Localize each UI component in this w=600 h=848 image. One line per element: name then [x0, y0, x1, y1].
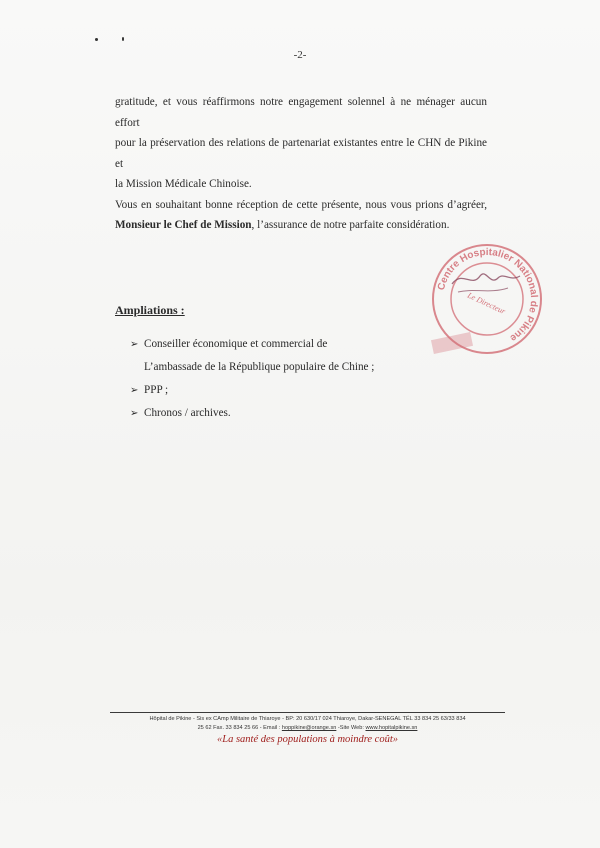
list-item-text: PPP ; [144, 384, 169, 396]
scan-speck [95, 38, 98, 41]
signature-icon [452, 274, 520, 284]
stamp-seal-icon [428, 240, 546, 358]
page-number: -2- [293, 49, 307, 61]
list-item [130, 379, 430, 402]
letter-line: pour la préservation des relations de partenariat existantes entre le CHN de Pikine et [115, 137, 487, 170]
stamp-center-text: Le Directeur [465, 290, 507, 317]
footer-contact: 25 62 Fax. 33 834 25 66 - Email : hoppikine@orange.sn -Site Web: www.hopitalpikine.sn [197, 725, 418, 731]
list-item [130, 402, 430, 425]
letter-line: Vous en souhaitant bonne réception de cette présente, nous vous prions d’agréer, [115, 198, 487, 211]
footer-address: Hôpital de Pikine - Sis ex CAmp Militaire de Thiaroye - BP: 20 630/17 024 Thiaroye, Dakar-SENEGAL TÉL 33 834 25 63/33 834 [149, 716, 466, 722]
footer-slogan: «La santé des populations à moindre coût» [216, 734, 399, 745]
scan-speck [122, 37, 124, 41]
arrow-bullet-icon: ➢ [130, 385, 139, 396]
letter-line: gratitude, et vous réaffirmons notre engagement solennel à ne ménager aucun effort [115, 96, 487, 129]
stamp-ring-text: Centre Hospitalier National de Pikine [435, 246, 540, 344]
arrow-bullet-icon: ➢ [130, 408, 139, 419]
letter-line: la Mission Médicale Chinoise. [115, 178, 252, 190]
list-item-continuation: L’ambassade de la République populaire de Chine ; [144, 361, 375, 373]
official-stamp [428, 240, 546, 358]
letter-body [115, 92, 487, 236]
list-item [130, 333, 430, 356]
arrow-bullet-icon: ➢ [130, 339, 139, 350]
closing-line [115, 215, 487, 236]
recipient-title: Monsieur le Chef de Mission [115, 219, 252, 231]
website-link[interactable]: www.hopitalpikine.sn [365, 725, 418, 731]
list-item-text: Chronos / archives. [144, 407, 231, 419]
list-item-text: Conseiller économique et commercial de [144, 338, 328, 350]
ampliations-list [130, 333, 430, 425]
email-link[interactable]: hoppikine@orange.sn [281, 725, 337, 731]
letterhead-footer [110, 712, 505, 745]
closing-text: , l’assurance de notre parfaite considération. [251, 219, 450, 231]
ampliations-heading: Ampliations : [115, 303, 185, 317]
